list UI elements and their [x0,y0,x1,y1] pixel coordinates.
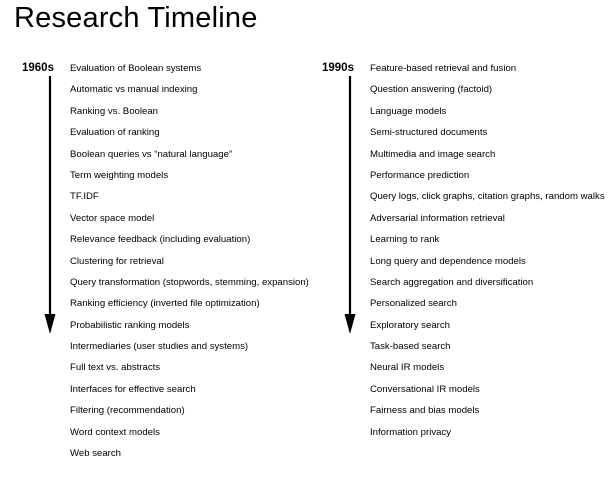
list-item: TF.IDF [70,191,99,203]
list-item: Interfaces for effective search [70,383,196,395]
list-item: Neural IR models [370,362,445,374]
down-arrow-icon [344,76,356,334]
list-item: Long query and dependence models [370,255,526,267]
timeline-items-1990s [370,63,615,448]
list-item: Relevance feedback (including evaluation) [70,234,251,246]
list-item: Learning to rank [370,234,440,246]
list-item: Question answering (factoid) [370,84,493,96]
timeline-items-1960s [70,63,315,469]
list-item: Term weighting models [70,169,169,181]
list-item: Adversarial information retrieval [370,212,505,224]
list-item: Boolean queries vs “natural language” [70,148,233,160]
list-item: Web search [70,448,122,460]
down-arrow-icon [44,76,56,334]
list-item: Automatic vs manual indexing [70,84,198,96]
list-item: Exploratory search [370,319,450,331]
list-item: Query transformation (stopwords, stemming, expansion) [70,276,309,288]
list-item: Word context models [70,426,160,438]
list-item: Ranking vs. Boolean [70,105,158,117]
list-item: Semi-structured documents [370,127,488,139]
list-item: Full text vs. abstracts [70,362,161,374]
list-item: Information privacy [370,426,452,438]
list-item: Fairness and bias models [370,405,480,417]
list-item: Evaluation of Boolean systems [70,63,202,74]
list-item: Multimedia and image search [370,148,496,160]
list-item: Feature-based retrieval and fusion [370,63,517,74]
decade-label-1990s: 1990s [322,62,354,74]
list-item: Probabilistic ranking models [70,319,190,331]
list-item: Vector space model [70,212,155,224]
list-item: Clustering for retrieval [70,255,164,267]
list-item: Language models [370,105,447,117]
list-item: Performance prediction [370,169,470,181]
list-item: Ranking efficiency (inverted file optimization) [70,298,260,310]
list-item: Evaluation of ranking [70,127,160,139]
list-item: Conversational IR models [370,383,480,395]
decade-label-1960s: 1960s [22,62,54,74]
list-item: Task-based search [370,341,451,353]
list-item: Query logs, click graphs, citation graphs, random walks [370,191,605,203]
list-item: Search aggregation and diversification [370,276,534,288]
list-item: Personalized search [370,298,457,310]
list-item: Filtering (recommendation) [70,405,185,417]
list-item: Intermediaries (user studies and systems) [70,341,249,353]
page-title: Research Timeline [14,2,258,34]
